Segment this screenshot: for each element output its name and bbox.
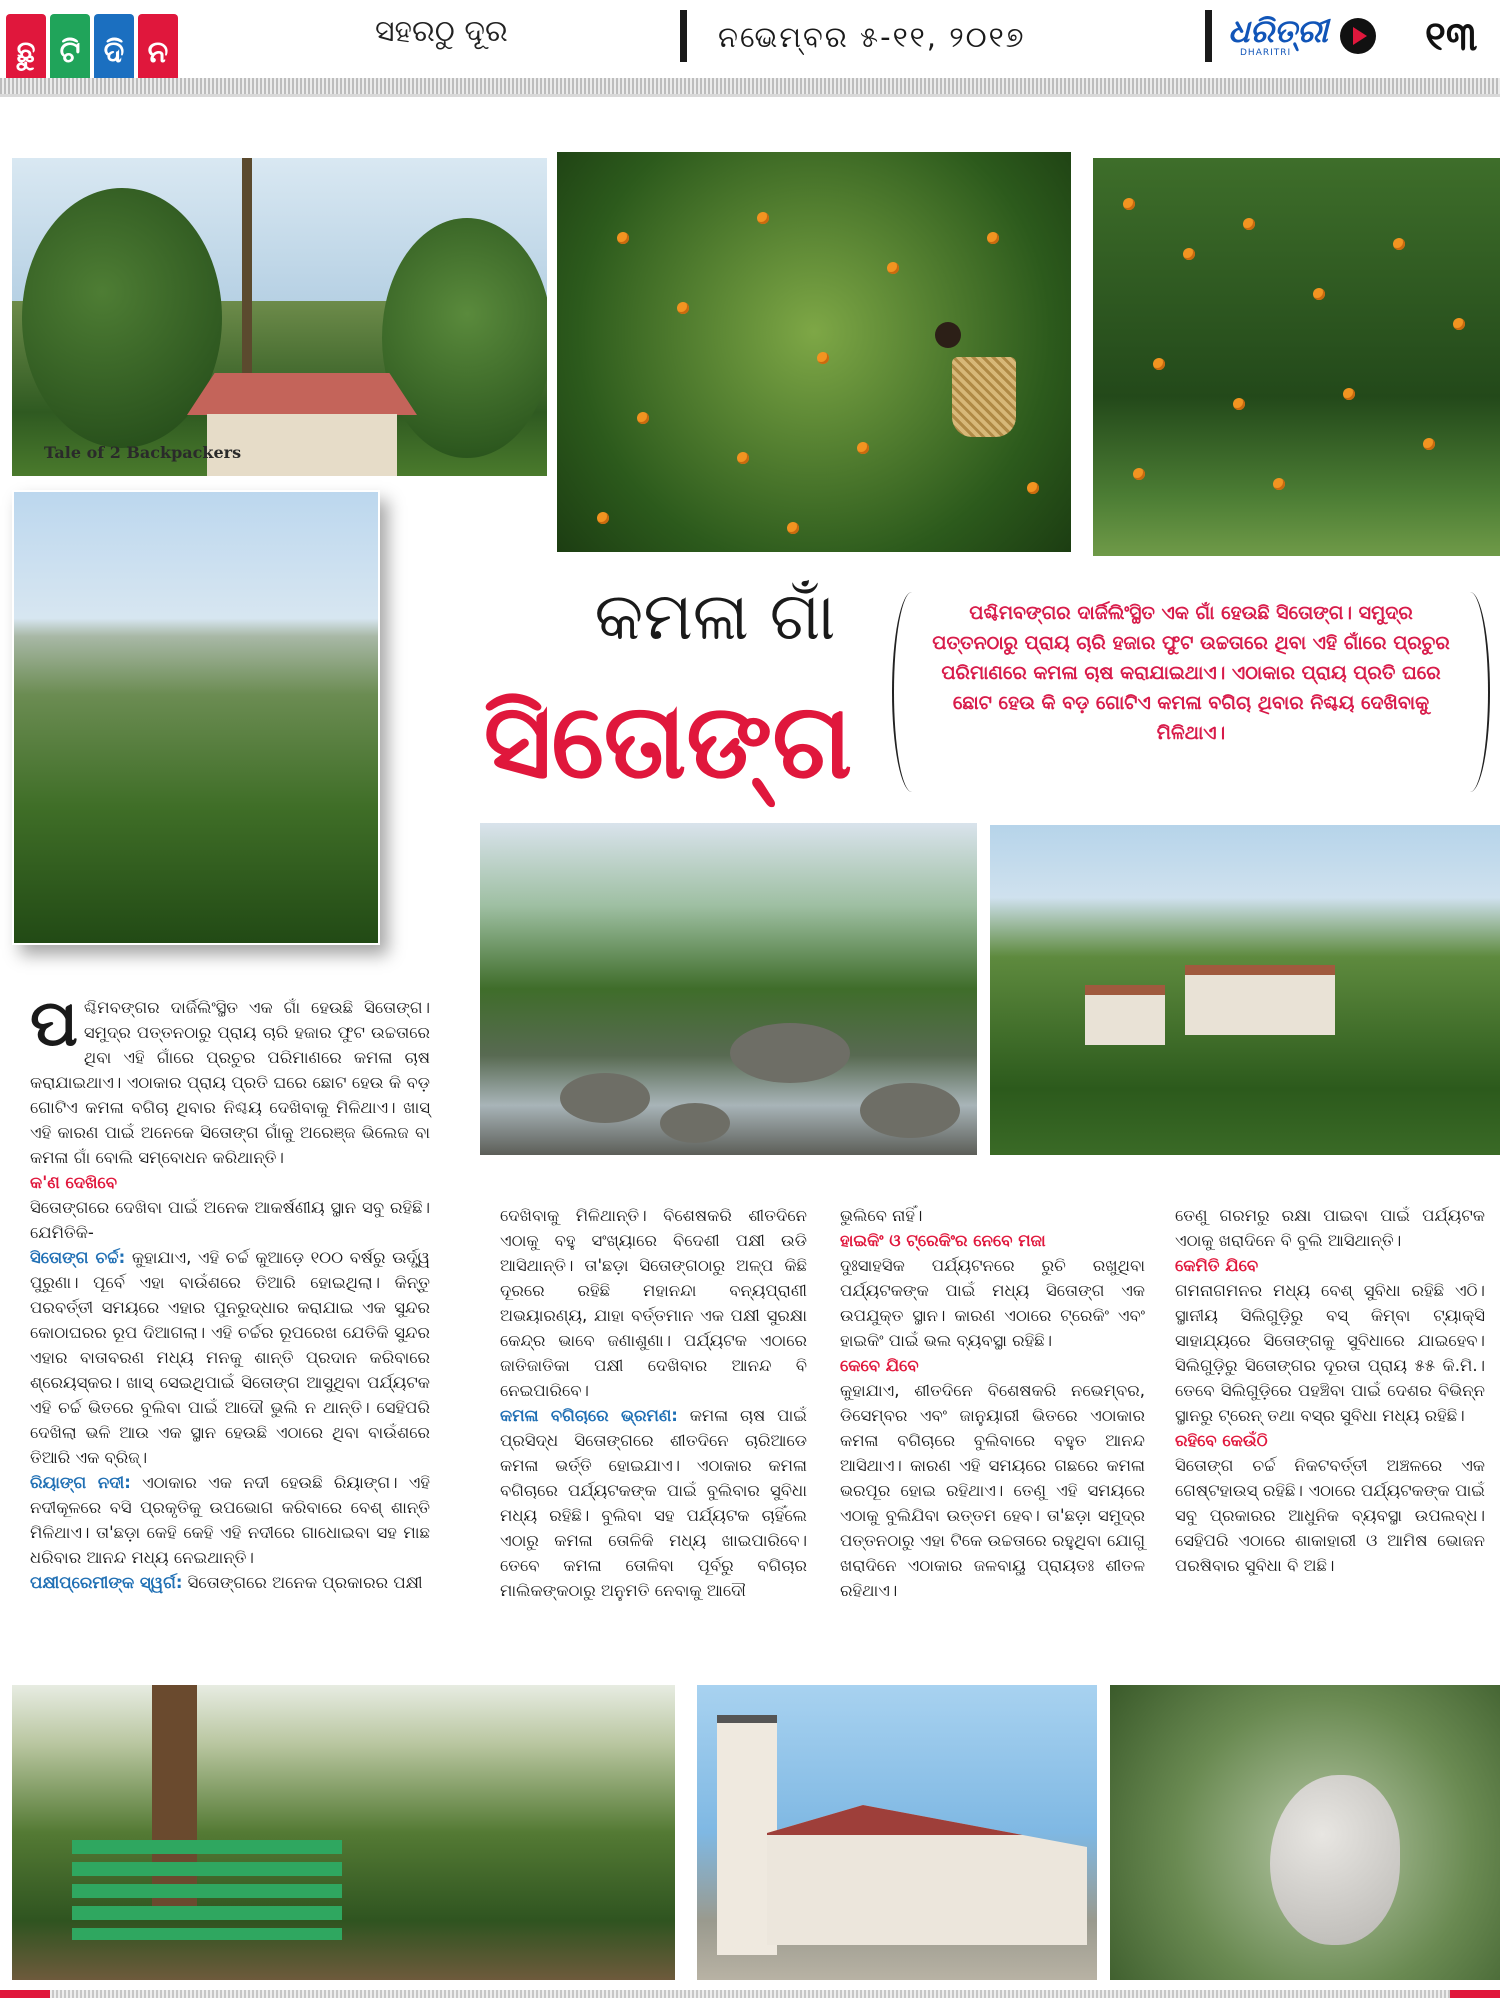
church-text: କୁହାଯାଏ, ଏହି ଚର୍ଚ୍ଚ କୁଆଡ଼େ ୧୦୦ ବର୍ଷରୁ ଊର୍ଦ୍ଧ୍ୱ ପୁରୁଣା। ପୂର୍ବେ ଏହା ବାଉଁଶରେ ତିଆରି ହୋଇଥିଲା। କିନ୍ତୁ ପରବର୍ତ୍ତୀ ସମୟରେ ଏହାର ପୁନରୁଦ୍ଧାର କରାଯାଇ ଏକ ସୁନ୍ଦର କୋଠାଘରର ରୂପ ଦିଆଗଲା। ଏହି ଚର୍ଚ୍ଚର ରୂପରେଖ ଯେତିକି ସୁନ୍ଦର ଏହାର ବାତାବରଣ ମଧ୍ୟ ମନକୁ ଶାନ୍ତି ପ୍ରଦାନ କରିବାରେ ଶ୍ରେୟସ୍କର। ଖାସ୍ ସେଇଥିପାଇଁ ସିତୋଙ୍ଗ ଆସୁଥିବା ପର୍ଯ୍ୟଟକ ଏହି ଚର୍ଚ୍ଚ ଭିତରେ ବୁଲିବା ପାଇଁ ଆଦୌ ଭୁଲି ନ ଥାନ୍ତି। ସେହିପରି ଦେଖିଲା ଭଳି ଆଉ ଏକ ସ୍ଥାନ ହେଉଛି ଏଠାରେ ଥିବା ବାଉଁଶରେ ତିଆରି ଏକ ବ୍ରିଜ୍। — [30, 1248, 430, 1467]
orchard-paragraph — [500, 1403, 807, 1603]
orange-fruit — [887, 262, 899, 274]
orchard-text-cont: ଭୁଲିବେ ନାହିଁ। — [840, 1206, 923, 1225]
orange-fruit — [857, 442, 869, 454]
footer-accent-right — [1450, 1990, 1500, 1998]
birds-text: ସିତୋଙ୍ଗରେ ଅନେକ ପ୍ରକାରର ପକ୍ଷୀ — [187, 1573, 423, 1592]
river-text: ଏଠାକାର ଏକ ନଦୀ ହେଉଛି ରିୟାଙ୍ଗ। ଏହି ନଦୀକୂଳରେ ବସି ପ୍ରକୃତିକୁ ଉପଭୋଗ କରିବାରେ ବେଶ୍ ଶାନ୍ତି ମିଳିଥାଏ। ତା'ଛଡ଼ା କେହି କେହି ଏହି ନଦୀରେ ଗାଧୋଇବା ସହ ମାଛ ଧରିବାର ଆନନ୍ଦ ମଧ୍ୟ ନେଇଥାନ୍ତି। — [30, 1473, 430, 1567]
when-to-go-text: କୁହାଯାଏ, ଶୀତଦିନେ ବିଶେଷକରି ନଭେମ୍ବର, ଡିସେମ୍ବର ଏବଂ ଜାନୁୟାରୀ ଭିତରେ ଏଠାକାର କମଳା ବଗିଚାରେ ବୁଲିବାରେ ବହୁତ ଆନନ୍ଦ ଆସିଥାଏ। କାରଣ ଏହି ସମୟରେ ଗଛରେ କମଳା ଭରପୂର ହୋଇ ରହିଥାଏ। ତେଣୁ ଏହି ସମୟରେ ଏଠାକୁ ବୁଲିଯିବା ଉତ୍ତମ ହେବ। ତା'ଛଡ଼ା ସମୁଦ୍ର ପତ୍ତନଠାରୁ ଏହା ଟିକେ ଉଚ୍ଚତାରେ ରହୁଥିବା ଯୋଗୁ ଖରାଦିନେ ଏଠାକାର ଜଳବାୟୁ ପ୍ରାୟତଃ ଶୀତଳ ରହିଥାଏ। — [840, 1381, 1145, 1600]
orange-fruit — [1343, 388, 1355, 400]
orange-fruit — [1453, 318, 1465, 330]
when-to-go-text-cont: ତେଣୁ ଗରମରୁ ରକ୍ଷା ପାଇବା ପାଇଁ ପର୍ଯ୍ୟଟକ ଏଠାକୁ ଖରାଦିନେ ବି ବୁଲି ଆସିଥାନ୍ତି। — [1175, 1206, 1485, 1250]
subhead-how-to-go: କେମିତି ଯିବେ — [1175, 1256, 1259, 1275]
article-column-4 — [1175, 1203, 1485, 1578]
photo-rock — [860, 1083, 960, 1138]
header-rule-thin — [0, 94, 1500, 97]
photo-bench — [72, 1840, 342, 1940]
orange-fruit — [677, 302, 689, 314]
headline-kicker: କମଳା ଗାଁ — [594, 578, 836, 655]
photo-building — [1185, 965, 1335, 1035]
section-label: ସହରଠୁ ଦୂର — [375, 14, 508, 49]
orchard-text: କମଳା ଚାଷ ପାଇଁ ପ୍ରସିଦ୍ଧ ସିତୋଙ୍ଗରେ ଶୀତଦିନେ ଚାରିଆଡେ କମଳା ଭର୍ତ୍ତି ହୋଇଯାଏ। ଏଠାକାର କମଳା ବଗିଚାରେ ପର୍ଯ୍ୟଟକଙ୍କ ପାଇଁ ବୁଲିବାର ସୁବିଧା ମଧ୍ୟ ରହିଛି। ବୁଲିବା ସହ ପର୍ଯ୍ୟଟକ ଚାହିଁଲେ ଏଠାରୁ କମଳା ତୋଳିକି ମଧ୍ୟ ଖାଇପାରିବେ। ତେବେ କମଳା ତୋଳିବା ପୂର୍ବରୁ ବଗିଚାର ମାଲିକଙ୍କଠାରୁ ଅନୁମତି ନେବାକୁ ଆଦୌ — [500, 1406, 807, 1600]
play-icon — [1340, 18, 1376, 54]
photo-person — [935, 322, 961, 348]
photo-mountain-river — [480, 823, 977, 1155]
footer-accent-left — [0, 1990, 50, 1998]
summary-bracket-right — [1450, 592, 1490, 792]
brand-logo: ଧରିତ୍ରୀ — [1228, 12, 1328, 50]
photo-hill-valley — [12, 490, 380, 945]
where-to-stay-text: ସିତୋଙ୍ଗ ଚର୍ଚ୍ଚ ନିକଟବର୍ତ୍ତୀ ଅଞ୍ଚଳରେ ଏକ ଗେଷ୍ଟହାଉସ୍ ରହିଛି। ଏଠାରେ ପର୍ଯ୍ୟଟକଙ୍କ ପାଇଁ ସବୁ ପ୍ରକାରର ଆଧୁନିକ ବ୍ୟବସ୍ଥା ଉପଲବ୍ଧ। ସେହିପରି ଏଠାରେ ଶାକାହାରୀ ଓ ଆମିଷ ଭୋଜନ ପରଷିବାର ସୁବିଧା ବି ଅଛି। — [1175, 1456, 1485, 1575]
intro-text: ଶ୍ଚିମବଙ୍ଗର ଦାର୍ଜିଲିଂସ୍ଥିତ ଏକ ଗାଁ ହେଉଛି ସିତୋଙ୍ଗ। ସମୁଦ୍ର ପତ୍ତନଠାରୁ ପ୍ରାୟ ଚାରି ହଜାର ଫୁଟ ଉଚ୍ଚତାରେ ଥିବା ଏହି ଗାଁରେ ପ୍ରଚୁର ପରିମାଣରେ କମଳା ଚାଷ କରାଯାଇଥାଏ। ଏଠାକାର ପ୍ରାୟ ପ୍ରତି ଘରେ ଛୋଟ ହେଉ କି ବଡ଼ ଗୋଟିଏ କମଳା ବଗିଚା ଥିବାର ନିଶ୍ଚୟ ଦେଖିବାକୁ ମିଳିଥାଏ। ଖାସ୍ ଏହି କାରଣ ପାଇଁ ଅନେକେ ସିତୋଙ୍ଗ ଗାଁକୁ ଅରେଞ୍ଜ ଭିଲେଜ ବା କମଳା ଗାଁ ବୋଲି ସମ୍ବୋଧନ କରିଥାନ୍ତି। — [30, 998, 430, 1167]
orange-fruit — [1183, 248, 1195, 260]
photo-rock — [660, 1103, 730, 1143]
birds-text-cont: ଦେଖିବାକୁ ମିଳିଥାନ୍ତି। ବିଶେଷକରି ଶୀତଦିନେ ଏଠାକୁ ବହୁ ସଂଖ୍ୟାରେ ବିଦେଶୀ ପକ୍ଷୀ ଉଡି ଆସିଥାନ୍ତି। ତା'ଛଡ଼ା ସିତୋଙ୍ଗଠାରୁ ଅଳ୍ପ କିଛି ଦୂରରେ ରହିଛି ମହାନନ୍ଦା ବନ୍ୟପ୍ରାଣୀ ଅଭୟାରଣ୍ୟ, ଯାହା ବର୍ତ୍ତମାନ ଏକ ପକ୍ଷୀ ସୁରକ୍ଷା କେନ୍ଦ୍ର ଭାବେ ଜଣାଶୁଣା। ପର୍ଯ୍ୟଟକ ଏଠାରେ ଜାତିଜାତିକା ପକ୍ଷୀ ଦେଖିବାର ଆନନ୍ଦ ବି ନେଇପାରିବେ। — [500, 1206, 807, 1400]
article-column-1 — [30, 987, 430, 1595]
orange-fruit — [637, 412, 649, 424]
orange-fruit — [1153, 358, 1165, 370]
birds-heading: ପକ୍ଷୀପ୍ରେମୀଙ୍କ ସ୍ୱର୍ଗ: — [30, 1573, 183, 1592]
orange-fruit — [817, 352, 829, 364]
photo-pigeon — [1270, 1775, 1400, 1945]
photo-church — [697, 1685, 1097, 1980]
photo-basket — [952, 357, 1016, 437]
orange-fruit — [1233, 398, 1245, 410]
hiking-text: ଦୁଃସାହସିକ ପର୍ଯ୍ୟଟନରେ ରୁଚି ରଖୁଥିବା ପର୍ଯ୍ୟଟକଙ୍କ ପାଇଁ ମଧ୍ୟ ସିତୋଙ୍ଗ ଏକ ଉପଯୁକ୍ତ ସ୍ଥାନ। କାରଣ ଏଠାରେ ଟ୍ରେକିଂ ଏବଂ ହାଇକିଂ ପାଇଁ ଭଲ ବ୍ୟବସ୍ଥା ରହିଛି। — [840, 1256, 1145, 1350]
headline: ସିତୋଙ୍ଗ — [483, 680, 853, 802]
header-rule — [0, 78, 1500, 94]
header-divider — [1205, 10, 1212, 62]
subhead-what-to-see: କ'ଣ ଦେଖିବେ — [30, 1173, 117, 1192]
logo-letter-3: ଦି — [94, 14, 134, 92]
header-divider — [680, 10, 687, 62]
photo-rock — [730, 1023, 850, 1083]
photo-bird — [1110, 1685, 1500, 1980]
photo-orange-orchard — [1093, 158, 1500, 556]
issue-date: ନଭେମ୍ବର ୫-୧୧, ୨୦୧୭ — [718, 20, 1026, 54]
orange-fruit — [1393, 238, 1405, 250]
orange-fruit — [1313, 288, 1325, 300]
orange-fruit — [1123, 198, 1135, 210]
article-column-3 — [840, 1203, 1145, 1603]
orange-fruit — [1133, 468, 1145, 480]
photo-hillside-buildings — [990, 825, 1500, 1155]
orange-fruit — [617, 232, 629, 244]
brand-logo-sub: DHARITRI — [1240, 48, 1292, 58]
church-paragraph — [30, 1245, 430, 1470]
dropcap: ପ — [30, 987, 78, 1061]
orange-fruit — [597, 512, 609, 524]
article-column-2 — [500, 1203, 807, 1603]
photo-building — [1085, 985, 1165, 1045]
river-paragraph — [30, 1470, 430, 1570]
church-heading: ସିତୋଙ୍ଗ ଚର୍ଚ୍ଚ: — [30, 1248, 126, 1267]
photo-garden-bench — [12, 1685, 675, 1980]
logo-letter-4: ନ — [138, 14, 178, 92]
page-header — [0, 0, 1500, 112]
birds-paragraph — [30, 1570, 430, 1595]
photo-rock — [560, 1073, 650, 1123]
what-to-see-text: ସିତୋଙ୍ଗରେ ଦେଖିବା ପାଇଁ ଅନେକ ଆକର୍ଷଣୀୟ ସ୍ଥାନ ସବୁ ରହିଛି। ଯେମିତିକି- — [30, 1198, 430, 1242]
orange-fruit — [787, 522, 799, 534]
orange-fruit — [987, 232, 999, 244]
photo-church-hall — [767, 1805, 1087, 1945]
photo-roof — [187, 373, 417, 415]
orange-fruit — [1243, 218, 1255, 230]
how-to-go-text: ଗମନାଗମନର ମଧ୍ୟ ବେଶ୍ ସୁବିଧା ରହିଛି ଏଠି। ସ୍ଥାନୀୟ ସିଲିଗୁଡ଼ିରୁ ବସ୍ କିମ୍ବା ଟ୍ୟାକ୍ସି ସାହାଯ୍ୟରେ ସିତୋଙ୍ଗକୁ ସୁବିଧାରେ ଯାଇହେବ। ସିଲିଗୁଡ଼ିରୁ ସିତୋଙ୍ଗର ଦୂରତା ପ୍ରାୟ ୫୫ କି.ମି.। ତେବେ ସିଲିଗୁଡ଼ିରେ ପହଞ୍ଚିବା ପାଇଁ ଦେଶର ବିଭିନ୍ନ ସ୍ଥାନରୁ ଟ୍ରେନ୍ ତଥା ବସ୍‌ର ସୁବିଧା ମଧ୍ୟ ରହିଛି। — [1175, 1281, 1485, 1425]
logo-letter-2: ଟି — [50, 14, 90, 92]
footer-rule — [0, 1990, 1500, 1998]
photo-orange-picker — [557, 152, 1071, 552]
article-intro — [30, 987, 430, 1170]
photo-tree — [382, 218, 547, 458]
summary-blurb: ପଶ୍ଚିମବଙ୍ଗର ଦାର୍ଜିଲିଂସ୍ଥିତ ଏକ ଗାଁ ହେଉଛି ସିତୋଙ୍ଗ। ସମୁଦ୍ର ପତ୍ତନଠାରୁ ପ୍ରାୟ ଚାରି ହଜାର ଫୁଟ ଉଚ୍ଚତାରେ ଥିବା ଏହି ଗାଁରେ ପ୍ରଚୁର ପରିମାଣରେ କମଳା ଚାଷ କରାଯାଇଥାଏ। ଏଠାକାର ପ୍ରାୟ ପ୍ରତି ଘରେ ଛୋଟ ହେଉ କି ବଡ଼ ଗୋଟିଏ କମଳା ବଗିଚା ଥିବାର ନିଶ୍ଚୟ ଦେଖିବାକୁ ମିଳିଥାଏ। — [932, 602, 1450, 744]
photo-hilltop-house — [12, 158, 547, 476]
summary-bracket-left — [892, 592, 932, 792]
logo-letter-1: ଛୁ — [6, 14, 46, 92]
orange-fruit — [1273, 478, 1285, 490]
orange-fruit — [757, 212, 769, 224]
photo-tree-trunk — [242, 158, 252, 388]
orange-fruit — [1027, 482, 1039, 494]
subhead-when-to-go: କେବେ ଯିବେ — [840, 1356, 919, 1375]
subhead-where-to-stay: ରହିବେ କେଉଁଠି — [1175, 1431, 1268, 1450]
page-number: ୧୩ — [1425, 14, 1478, 60]
photo-credit: Tale of 2 Backpackers — [44, 443, 242, 462]
orchard-heading: କମଳା ବଗିଚାରେ ଭ୍ରମଣ: — [500, 1406, 678, 1425]
orange-fruit — [1423, 438, 1435, 450]
orange-fruit — [737, 452, 749, 464]
subhead-hiking: ହାଇକିଂ ଓ ଟ୍ରେକିଂର ନେବେ ମଜା — [840, 1231, 1046, 1250]
river-heading: ରିୟାଙ୍ଗ ନଦୀ: — [30, 1473, 131, 1492]
